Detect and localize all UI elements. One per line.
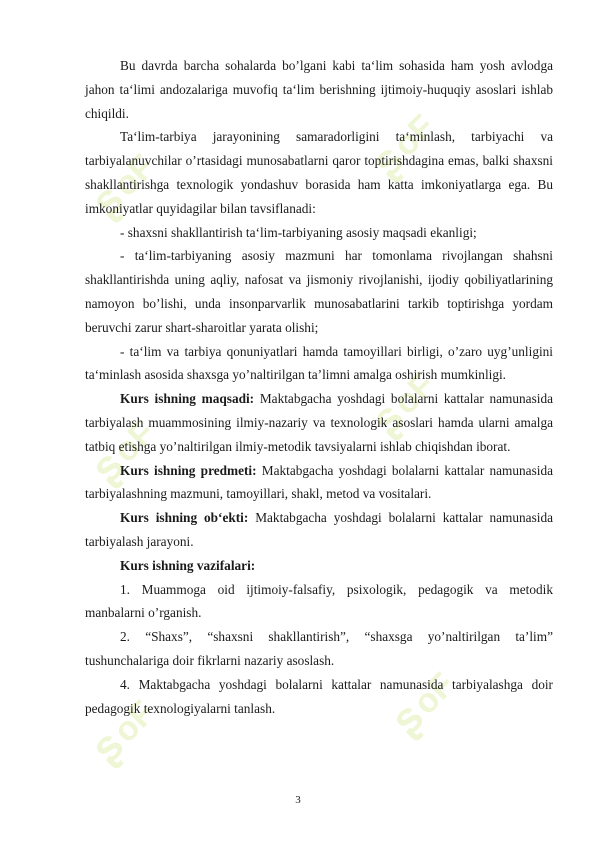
list-item: - ta‘lim-tarbiyaning asosiy mazmuni har tomonlama rivojlangan shahsni shakllantirishda uning aqliy, nafosat va jismoniy rivojlanishi, ijodiy qobiliyatlarining namoyon bo’lishi, unda insonparvarlik munosabatlarini tarkib toptirishga yordam beruvchi zarur shart-sharoitlar yarata olishi;	[85, 248, 553, 335]
svg-text:oF: oF	[106, 147, 163, 204]
paragraph: Ta‘lim-tarbiya jarayonining samaradorligini ta‘minlash, tarbiyachi va tarbiyalanuvchilar o’rtasidagi munosabatlarni qaror toptirishdagina emas, balki shaxsni shakllantirishga texnologik yondashuv borasida ham katta imkoniyatlarga ega. Bu imkoniyatlar quyidagilar bilan tavsiflanadi:	[85, 129, 553, 216]
section-label: Kurs ishning ob‘ekti:	[120, 510, 249, 526]
list-item: - ta‘lim va tarbiya qonuniyatlari hamda tamoyillari birligi, o’zaro uyg’unligini ta‘minlash asosida shaxsga yo’naltirilgan ta’limni amalga oshirish mumkinligi.	[85, 343, 553, 383]
section-text: Maktabgacha yoshdagi bolalarni kattalar namunasida tarbiyalash jarayoni.	[85, 510, 554, 549]
section-text: Maktabgacha yoshdagi bolalarni kattalar namunasida tarbiyalash muammosining ilmiy-nazariy va texnologik asoslari hamda ularni amalga tatbiq etishga yo’naltirilgan ilmiy-metodik tavsiyalarni ishlab chiqishdan iborat.	[85, 391, 554, 454]
svg-text:oF: oF	[386, 107, 443, 164]
document-body	[85, 54, 553, 720]
svg-text:ʂ: ʂ	[81, 720, 134, 773]
task-item: 1. Muammoga oid ijtimoiy-falsafiy, psixologik, pedagogik va metodik manbalarni o’rganish.	[85, 581, 553, 621]
task-item: 4. Maktabgacha yoshdagi bolalarni kattalar namunasida tarbiyalashga doir pedagogik texnologiyalarni tanlash.	[85, 676, 553, 716]
svg-text:ʂ: ʂ	[81, 440, 134, 493]
section-predmet	[85, 459, 553, 507]
svg-text:oF: oF	[386, 365, 443, 422]
svg-text:ʂ: ʂ	[361, 392, 414, 445]
section-obekt	[85, 506, 553, 554]
section-text: Maktabgacha yoshdagi bolalarni kattalar namunasida tarbiyalashning mazmuni, tamoyillari, shakl, metod va vositalari.	[85, 462, 553, 502]
svg-text:oF: oF	[406, 665, 463, 722]
svg-text:ʂ: ʂ	[381, 692, 434, 745]
svg-text:ʂ: ʂ	[361, 134, 414, 187]
section-vazifalar	[85, 554, 553, 578]
section-label: Kurs ishning vazifalari:	[120, 557, 256, 573]
section-label: Kurs ishning predmeti:	[120, 462, 257, 478]
svg-text:ʂ: ʂ	[81, 174, 134, 227]
svg-text:oF: oF	[106, 413, 163, 470]
section-label: Kurs ishning maqsadi:	[120, 391, 255, 407]
page-number: 3	[295, 794, 301, 806]
task-item: 2. “Shaxs”, “shaxsni shakllantirish”, “shaxsga yo’naltirilgan ta’lim” tushunchalariga doir fikrlarni nazariy asoslash.	[85, 629, 553, 668]
svg-text:oF: oF	[106, 693, 163, 750]
section-maqsad	[85, 387, 553, 458]
paragraph: Bu davrda barcha sohalarda bo’lgani kabi ta‘lim sohasida ham yosh avlodga jahon ta‘limi andozalariga muvofiq ta‘lim berishning ijtimoiy-huquqiy asoslari ishlab chiqildi.	[85, 58, 553, 121]
list-item: - shaxsni shakllantirish ta‘lim-tarbiyaning asosiy maqsadi ekanligi;	[120, 224, 477, 240]
